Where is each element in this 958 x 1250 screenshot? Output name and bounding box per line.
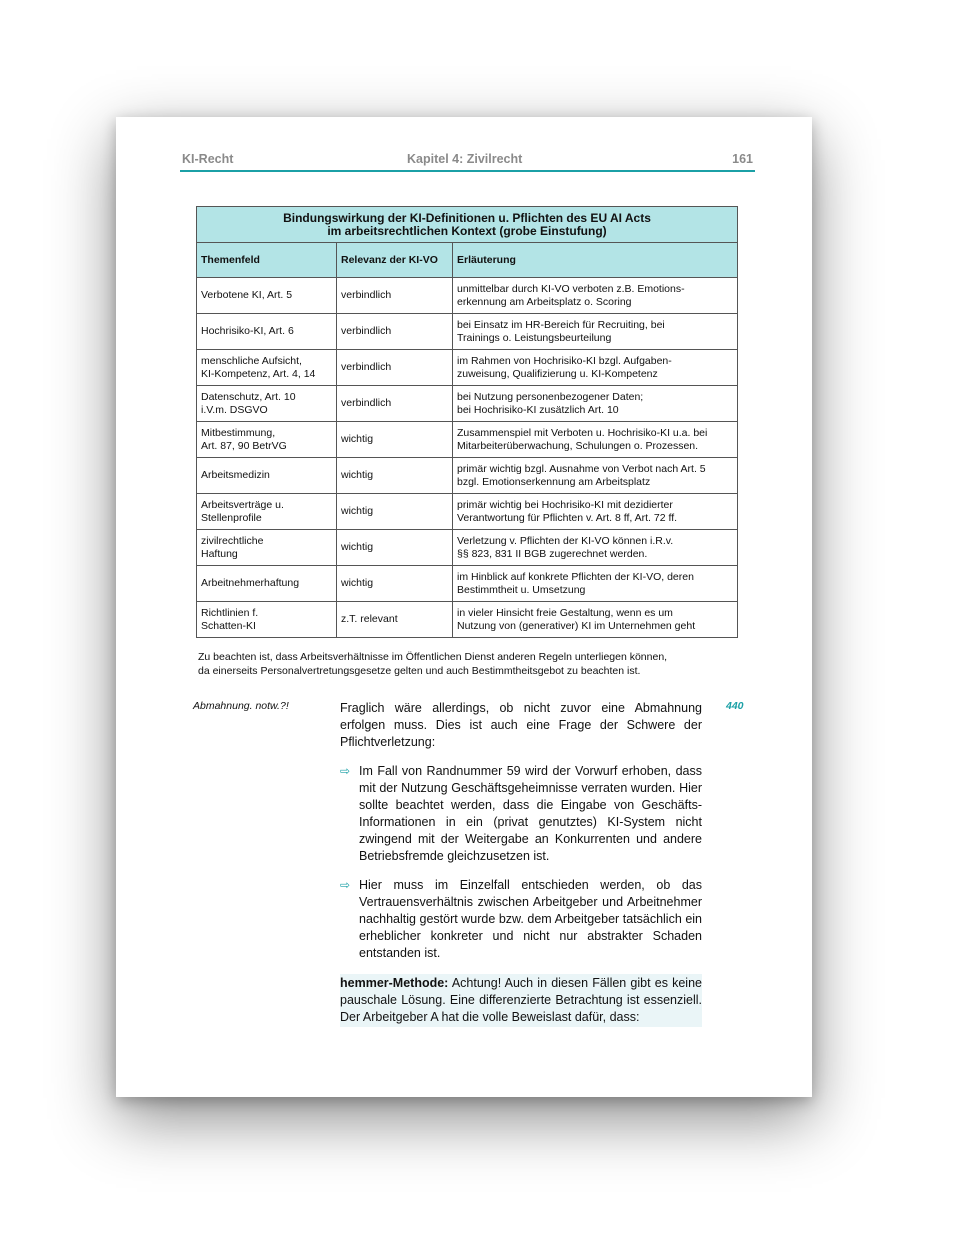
cell-relevance (337, 458, 453, 494)
margin-keyword: Abmahnung. notw.?! (193, 700, 289, 712)
cell-explanation-line: in vieler Hinsicht freie Gestaltung, wenn es um (457, 606, 673, 619)
table-caption-line-1: Bindungswirkung der KI-Definitionen u. Pflichten des EU AI Acts (283, 210, 651, 225)
cell-explanation-line: Nutzung von (generativer) KI im Unternehmen geht (457, 619, 696, 632)
cell-explanation-line: bei Hochrisiko-KI zusätzlich Art. 10 (457, 403, 619, 416)
table-row (197, 458, 738, 494)
cell-relevance (337, 566, 453, 602)
cell-explanation (453, 458, 738, 494)
binding-effect-table (196, 206, 738, 638)
table-caption (197, 207, 738, 243)
cell-topic-line: Verbotene KI, Art. 5 (201, 289, 293, 301)
cell-topic-line: Arbeitnehmerhaftung (201, 577, 300, 589)
cell-explanation (453, 602, 738, 638)
table-body (197, 278, 738, 638)
cell-explanation-line: Mitarbeiterüberwachung, Schulungen o. Prozessen. (457, 439, 699, 452)
main-text (340, 700, 702, 1027)
arrow-right-outline-icon: ⇨ (340, 878, 351, 892)
arrow-right-outline-icon: ⇨ (340, 764, 351, 778)
cell-explanation-line: bei Einsatz im HR-Bereich für Recruiting, bei (457, 318, 665, 331)
cell-topic (197, 278, 337, 314)
cell-explanation-line: Zusammenspiel mit Verboten u. Hochrisiko-KI u.a. bei (457, 426, 708, 439)
cell-relevance-text: wichtig (341, 505, 374, 517)
hemmer-method-text: Achtung! Auch in diesen Fällen gibt es keine pauschale Lösung. Eine differenzierte Betrachtung ist essenziell. Der Arbeitgeber A hat die volle Beweislast dafür, dass: (340, 976, 702, 1024)
table-row (197, 386, 738, 422)
margin-number: 440 (726, 700, 744, 712)
cell-topic-line: Art. 87, 90 BetrVG (201, 439, 287, 452)
cell-topic-line: Schatten-KI (201, 619, 256, 632)
cell-topic (197, 530, 337, 566)
table-footnote (198, 651, 738, 678)
cell-topic (197, 314, 337, 350)
column-header-relevance: Relevanz der KI-VO (337, 243, 453, 278)
cell-explanation-line: Verletzung v. Pflichten der KI-VO können i.R.v. (457, 534, 674, 547)
cell-explanation (453, 350, 738, 386)
cell-explanation-line: bei Nutzung personenbezogener Daten; (457, 390, 644, 403)
table-row (197, 602, 738, 638)
header-chapter-title: Kapitel 4: Zivilrecht (407, 152, 523, 166)
cell-explanation (453, 494, 738, 530)
table-row (197, 314, 738, 350)
cell-relevance-text: z.T. relevant (341, 613, 398, 625)
cell-relevance (337, 494, 453, 530)
cell-topic (197, 386, 337, 422)
cell-relevance (337, 350, 453, 386)
cell-relevance-text: wichtig (341, 469, 374, 481)
hemmer-method-box (340, 974, 702, 1027)
cell-relevance-text: wichtig (341, 577, 374, 589)
table-caption-row (197, 207, 738, 243)
cell-relevance-text: verbindlich (341, 325, 392, 337)
hemmer-method-label: hemmer-Methode: (340, 976, 449, 990)
cell-relevance (337, 386, 453, 422)
table-row (197, 422, 738, 458)
table-row (197, 494, 738, 530)
cell-relevance-text: verbindlich (341, 361, 392, 373)
cell-topic-line: Arbeitsmedizin (201, 469, 270, 481)
bullet-text: Im Fall von Randnummer 59 wird der Vorwurf erhoben, dass mit der Nutzung Geschäftsgeheimnisse verraten wurden. Hier sollte beachtet werden, dass die Eingabe von Geschäfts-Informationen in ein (privat genutztes) KI-System nicht zwingend mit der Weitergabe an Konkurrenten und andere Betriebsfremde gleichzusetzen ist. (359, 764, 702, 863)
cell-explanation (453, 278, 738, 314)
cell-relevance-text: verbindlich (341, 289, 392, 301)
cell-explanation-line: zuweisung, Qualifizierung u. KI-Kompetenz (457, 367, 658, 380)
cell-topic-line: Arbeitsverträge u. (201, 498, 284, 511)
running-header (180, 150, 755, 172)
table-row (197, 350, 738, 386)
cell-topic (197, 494, 337, 530)
cell-explanation (453, 530, 738, 566)
cell-explanation-line: primär wichtig bzgl. Ausnahme von Verbot nach Art. 5 (457, 462, 706, 475)
cell-relevance (337, 278, 453, 314)
cell-explanation (453, 314, 738, 350)
cell-topic-line: Haftung (201, 547, 238, 560)
column-header-topic: Themenfeld (197, 243, 337, 278)
table-row (197, 278, 738, 314)
intro-paragraph: Fraglich wäre allerdings, ob nicht zuvor eine Abmahnung erfolgen muss. Dies ist auch eine Frage der Schwere der Pflichtverletzung: (340, 701, 702, 749)
footnote-line-1: Zu beachten ist, dass Arbeitsverhältnisse im Öffentlichen Dienst anderen Regeln unterliegen können, (198, 651, 668, 663)
book-page (116, 117, 812, 1097)
cell-topic (197, 422, 337, 458)
cell-explanation-line: bzgl. Emotionserkennung am Arbeitsplatz (457, 475, 651, 488)
header-book-title: KI-Recht (182, 152, 234, 166)
cell-topic (197, 566, 337, 602)
cell-explanation-line: §§ 823, 831 II BGB zugerechnet werden. (457, 547, 648, 560)
list-item (340, 877, 702, 962)
cell-topic-line: Richtlinien f. (201, 606, 259, 619)
cell-explanation-line: im Hinblick auf konkrete Pflichten der KI-VO, deren (457, 570, 694, 583)
table-row (197, 530, 738, 566)
cell-explanation-line: unmittelbar durch KI-VO verboten z.B. Emotions- (457, 282, 685, 295)
cell-topic-line: zivilrechtliche (201, 534, 264, 547)
page-number: 161 (732, 152, 753, 166)
cell-topic-line: i.V.m. DSGVO (201, 403, 268, 416)
table-caption-line-2: im arbeitsrechtlichen Kontext (grobe Einstufung) (327, 223, 607, 238)
cell-topic-line: menschliche Aufsicht, (201, 354, 302, 367)
column-header-explanation: Erläuterung (453, 243, 738, 278)
bullet-list (340, 763, 702, 962)
bullet-text: Hier muss im Einzelfall entschieden werden, ob das Vertrauensverhältnis zwischen Arbeitgeber und Arbeitnehmer nachhaltig gestört wurde bzw. dem Arbeitgeber tatsächlich ein erheblicher konkreter und nicht nur abstrakter Schaden entstanden ist. (359, 878, 702, 960)
cell-explanation (453, 386, 738, 422)
cell-relevance-text: wichtig (341, 541, 374, 553)
cell-explanation-line: Bestimmtheit u. Umsetzung (457, 583, 586, 596)
cell-relevance (337, 530, 453, 566)
cell-topic-line: Datenschutz, Art. 10 (201, 390, 296, 403)
cell-relevance (337, 602, 453, 638)
cell-explanation-line: Verantwortung für Pflichten v. Art. 8 ff, Art. 72 ff. (457, 511, 678, 524)
cell-topic-line: KI-Kompetenz, Art. 4, 14 (201, 367, 316, 380)
cell-explanation-line: im Rahmen von Hochrisiko-KI bzgl. Aufgaben- (457, 354, 672, 367)
cell-relevance (337, 314, 453, 350)
cell-explanation (453, 422, 738, 458)
cell-topic-line: Stellenprofile (201, 511, 262, 524)
cell-explanation-line: primär wichtig bei Hochrisiko-KI mit dezidierter (457, 498, 673, 511)
cell-relevance (337, 422, 453, 458)
cell-relevance-text: wichtig (341, 433, 374, 445)
table-header-row (197, 243, 738, 278)
cell-topic (197, 350, 337, 386)
footnote-line-2: da einerseits Personalvertretungsgesetze gelten und auch Bestimmtheitsgebot zu beachten ist. (198, 664, 641, 677)
table-row (197, 566, 738, 602)
cell-explanation-line: erkennung am Arbeitsplatz o. Scoring (457, 295, 632, 308)
cell-explanation (453, 566, 738, 602)
cell-topic (197, 458, 337, 494)
cell-topic (197, 602, 337, 638)
cell-relevance-text: verbindlich (341, 397, 392, 409)
list-item (340, 763, 702, 865)
cell-topic-line: Hochrisiko-KI, Art. 6 (201, 325, 294, 337)
cell-explanation-line: Trainings o. Leistungsbeurteilung (457, 331, 612, 344)
cell-topic-line: Mitbestimmung, (201, 426, 276, 439)
